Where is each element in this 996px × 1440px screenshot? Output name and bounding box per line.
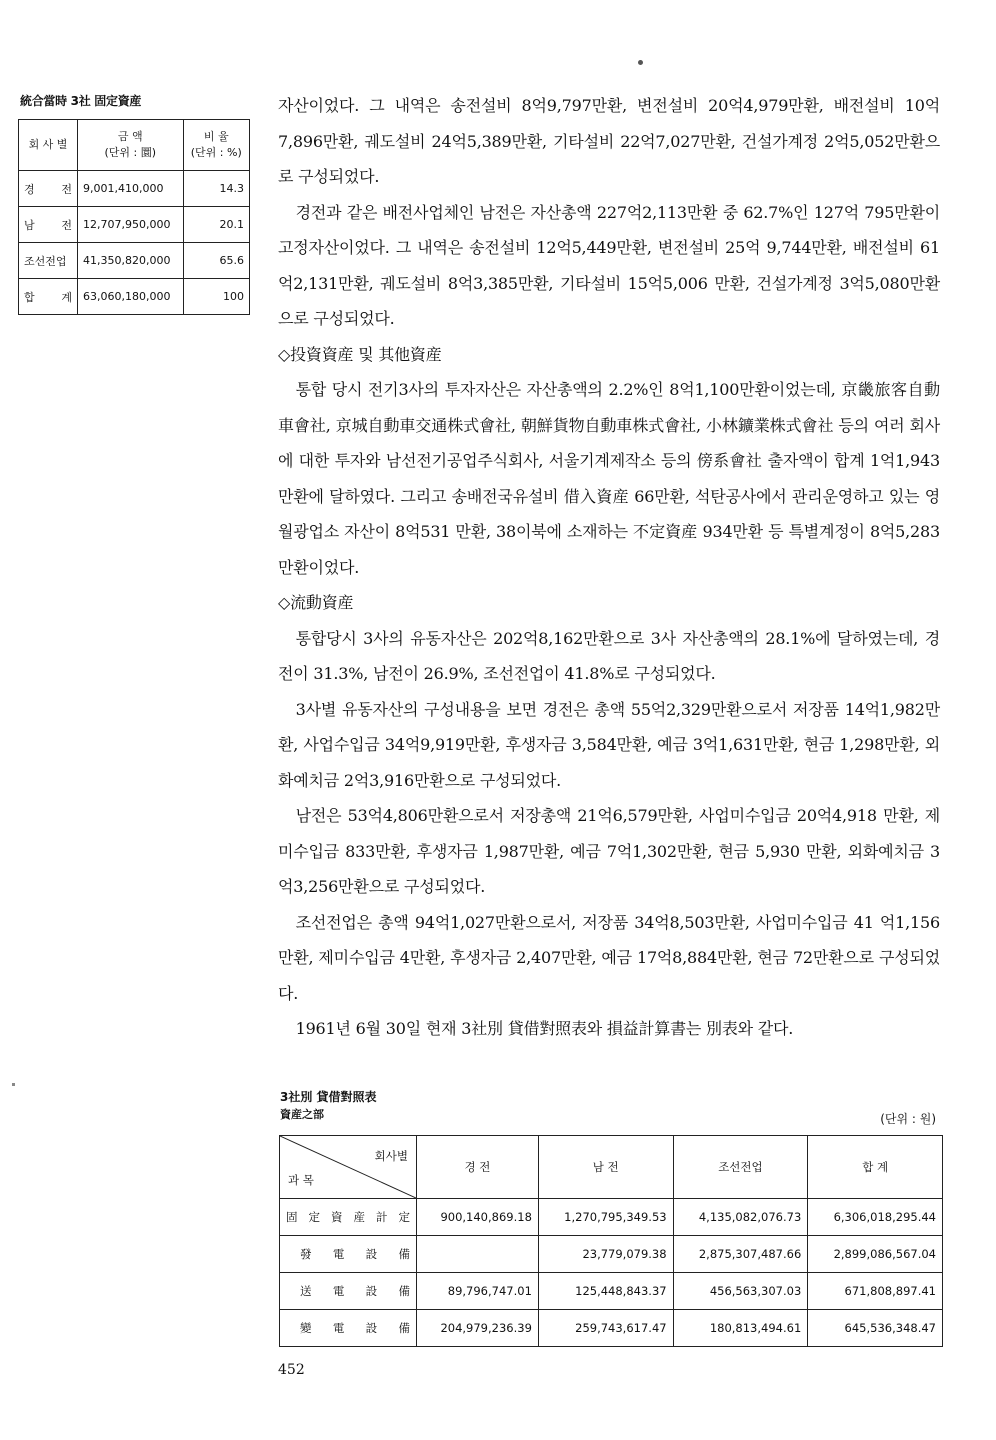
company-name: 남 전 — [19, 207, 78, 243]
table-row — [19, 171, 250, 207]
ratio-cell: 20.1 — [183, 207, 249, 243]
amount-cell: 41,350,820,000 — [78, 243, 184, 279]
body-text — [278, 88, 940, 1047]
amount-cell: 12,707,950,000 — [78, 207, 184, 243]
table-row — [280, 1310, 943, 1347]
row-label: 送電設備 — [280, 1273, 417, 1310]
amount-cell: 9,001,410,000 — [78, 171, 184, 207]
paragraph: 3사별 유동자산의 구성내용을 보면 경전은 총액 55억2,329만환으로서 저장품 14억1,982만환, 사업수입금 34억9,919만환, 후생자금 3,584만환, 예금 3억1,631만환, 현금 1,298만환, 외화예치금 2억3,916만환으로 구성되었다. — [278, 699, 940, 790]
fixed-assets-table — [18, 119, 250, 315]
table-row — [280, 1199, 943, 1236]
value-cell: 2,875,307,487.66 — [673, 1236, 808, 1273]
header-ratio: 비 율 (단위 : %) — [183, 120, 249, 171]
value-cell: 4,135,082,076.73 — [673, 1199, 808, 1236]
paragraph: 조선전업은 총액 94억1,027만환으로서, 저장품 34억8,503만환, 사업미수입금 41 억1,156만환, 제미수입금 4만환, 후생자금 2,407만환, 예금 17억8,884만환, 현금 72만환으로 구성되었다. — [278, 912, 940, 1003]
ratio-cell: 14.3 — [183, 171, 249, 207]
ratio-cell: 100 — [183, 279, 249, 315]
section-heading: ◇投資資産 및 其他資産 — [278, 344, 442, 364]
section-heading: ◇流動資産 — [278, 593, 354, 612]
value-cell: 23,779,079.38 — [538, 1236, 673, 1273]
company-name: 합 계 — [19, 279, 78, 315]
value-cell: 259,743,617.47 — [538, 1310, 673, 1347]
ratio-cell: 65.6 — [183, 243, 249, 279]
table-row — [19, 207, 250, 243]
value-cell: 125,448,843.37 — [538, 1273, 673, 1310]
table-row — [19, 243, 250, 279]
row-label: 變電設備 — [280, 1310, 417, 1347]
column-header: 합 계 — [808, 1136, 943, 1199]
column-header: 경 전 — [417, 1136, 539, 1199]
company-name: 경 전 — [19, 171, 78, 207]
amount-cell: 63,060,180,000 — [78, 279, 184, 315]
value-cell: 900,140,869.18 — [417, 1199, 539, 1236]
diagonal-header-cell — [280, 1136, 417, 1199]
value-cell: 1,270,795,349.53 — [538, 1199, 673, 1236]
table-row — [280, 1236, 943, 1273]
value-cell: 456,563,307.03 — [673, 1273, 808, 1310]
value-cell: 645,536,348.47 — [808, 1310, 943, 1347]
page-number: 452 — [278, 1362, 305, 1378]
paragraph: 남전은 53억4,806만환으로서 저장총액 21억6,579만환, 사업미수입금 20억4,918 만환, 제미수입금 833만환, 후생자금 1,987만환, 예금 7억1,302만환, 현금 5,930 만환, 외화예치금 3억3,256만환으로 구성되었다. — [278, 806, 940, 896]
value-cell: 89,796,747.01 — [417, 1273, 539, 1310]
paragraph: 통합당시 3사의 유동자산은 202억8,162만환으로 3사 자산총액의 28.1%에 달하였는데, 경전이 31.3%, 남전이 26.9%, 조선전업이 41.8%로 구성되었다. — [278, 628, 940, 683]
value-cell — [417, 1236, 539, 1273]
header-account: 과 목 — [288, 1173, 314, 1187]
balance-sheet-unit: (단위 : 원) — [880, 1112, 936, 1126]
balance-sheet-table — [279, 1135, 943, 1347]
paragraph: 통합 당시 전기3사의 투자자산은 자산총액의 2.2%인 8억1,100만환이었는데, 京畿旅客自動車會社, 京城自動車交通株式會社, 朝鮮貨物自動車株式會社, 小林鑛業株式會社 등의 여러 회사에 대한 투자와 남선전기공업주식회사, 서울기계제작소 등의 傍系會社 출자액이 합계 1억1,943만환에 달하였다. 그리고 송배전국유설비 借入資産 66만환, 석탄공사에서 관리운영하고 있는 영월광업소 자산이 8억531 만환, 38이북에 소재하는 不定資産 934만환 등 특별계정이 8억5,283만환이었다. — [278, 380, 940, 577]
table-row — [280, 1273, 943, 1310]
value-cell: 2,899,086,567.04 — [808, 1236, 943, 1273]
value-cell: 180,813,494.61 — [673, 1310, 808, 1347]
scan-speck — [638, 60, 643, 65]
balance-sheet-subtitle: 資産之部 — [280, 1108, 324, 1121]
row-label: 發電設備 — [280, 1236, 417, 1273]
sidebar-table-title: 統合當時 3社 固定資産 — [20, 94, 142, 108]
company-name: 조선전업 — [19, 243, 78, 279]
table-header-row — [280, 1136, 943, 1199]
header-amount: 금 액 (단위 : 圜) — [78, 120, 184, 171]
paragraph: 자산이었다. 그 내역은 송전설비 8억9,797만환, 변전설비 20억4,979만환, 배전설비 10억7,896만환, 궤도설비 24억5,389만환, 기타설비 22억7,027만환, 건설가계정 2억5,052만환으로 구성되었다. — [278, 96, 940, 186]
sidebar-table-block — [18, 92, 250, 315]
header-company: 회 사 별 — [19, 120, 78, 171]
table-header-row — [19, 120, 250, 171]
diagonal-line — [280, 1136, 416, 1198]
row-label: 固定資産計定 — [280, 1199, 417, 1236]
value-cell: 6,306,018,295.44 — [808, 1199, 943, 1236]
value-cell: 671,808,897.41 — [808, 1273, 943, 1310]
column-header: 조선전업 — [673, 1136, 808, 1199]
column-header: 남 전 — [538, 1136, 673, 1199]
value-cell: 204,979,236.39 — [417, 1310, 539, 1347]
header-company: 회사별 — [374, 1149, 408, 1163]
paragraph: 경전과 같은 배전사업체인 남전은 자산총액 227억2,113만환 중 62.7%인 127억 795만환이 고정자산이었다. 그 내역은 송전설비 12억5,449만환, 변전설비 25억 9,744만환, 배전설비 61억2,131만환, 궤도설비 8억3,385만환, 기타설비 15억5,006 만환, 건설가계정 3억5,080만환으로 구성되었다. — [278, 202, 940, 328]
balance-sheet-title: 3社別 貸借對照表 — [280, 1090, 377, 1104]
scan-speck — [12, 1083, 15, 1086]
paragraph: 1961년 6월 30일 현재 3社別 貸借對照表와 損益計算書는 別表와 같다. — [295, 1019, 794, 1038]
table-row — [19, 279, 250, 315]
